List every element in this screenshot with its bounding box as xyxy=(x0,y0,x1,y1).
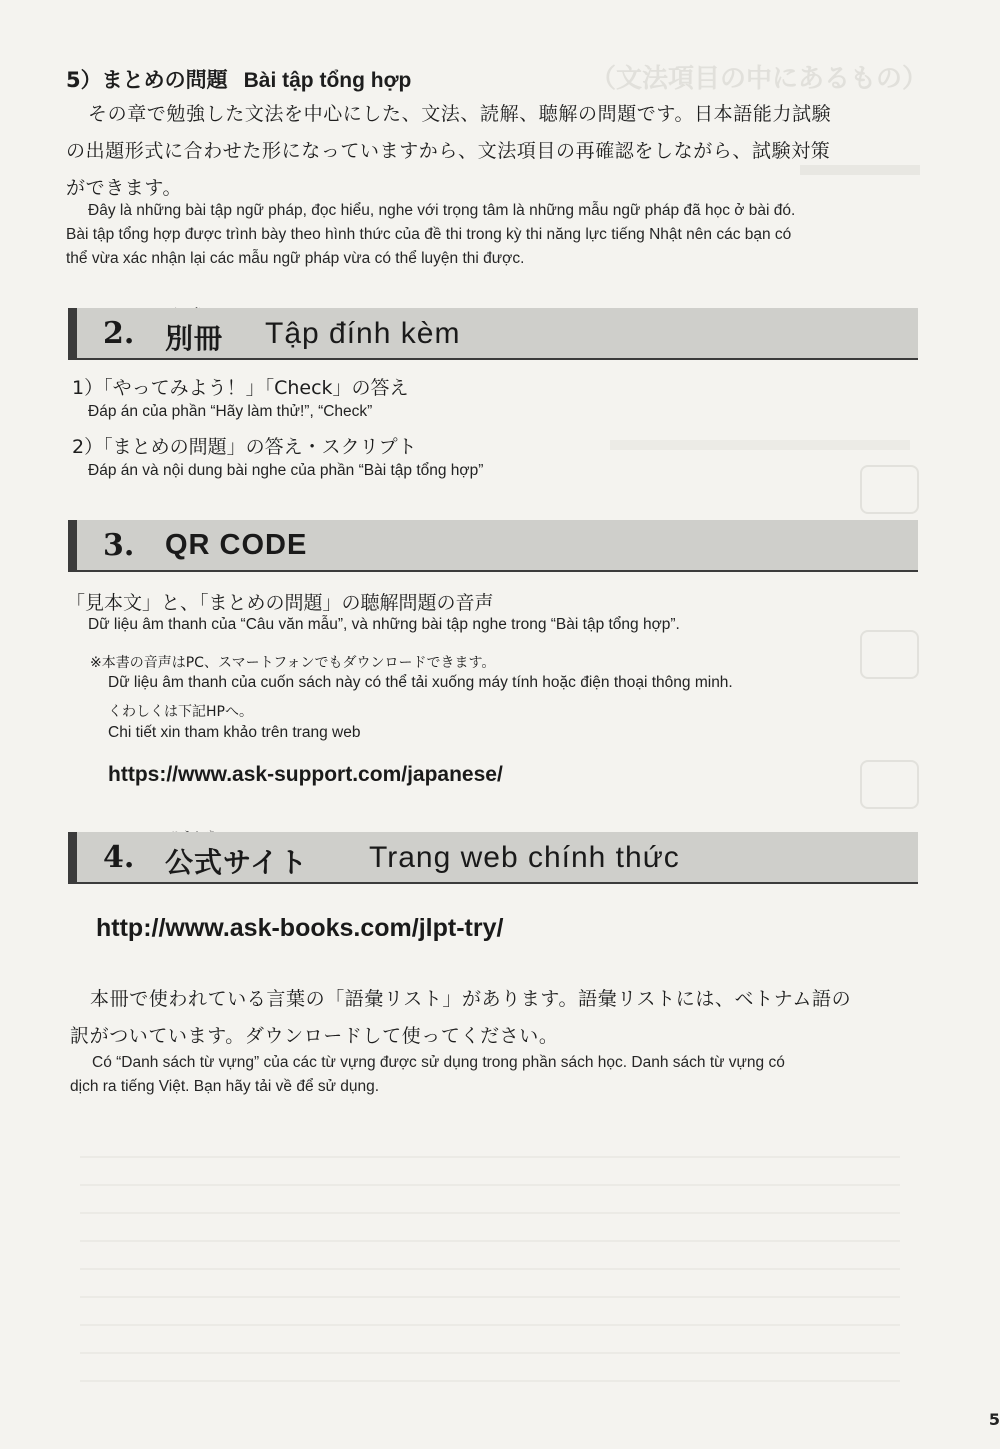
subsection-heading-vn: Bài tập tổng hợp xyxy=(243,69,412,92)
bleed-through-icon xyxy=(860,630,919,679)
official-site-url-link[interactable]: http://www.ask-books.com/jlpt-try/ xyxy=(96,914,504,942)
vn-line: Có “Danh sách từ vựng” của các từ vựng được sử dụng trong phần sách học. Danh sách từ vựng có xyxy=(92,1054,785,1071)
subsection-heading-jp: 5）まとめの問題 xyxy=(66,68,228,92)
list-item-jp: 1）「やってみよう！」「Check」の答え xyxy=(72,377,409,399)
note-jp: ※本書の音声はPC、スマートフォンでもダウンロードできます。 xyxy=(90,655,496,671)
section-title-jp: 別冊 xyxy=(165,322,224,355)
list-item-jp: 2）「まとめの問題」の答え・スクリプト xyxy=(72,436,417,458)
bleed-through-block xyxy=(610,440,910,450)
subsection-jp-paragraph xyxy=(66,96,831,207)
jp-line: の出題形式に合わせた形になっていますから、文法項目の再確認をしながら、試験対策 xyxy=(66,140,831,162)
vn-line: Bài tập tổng hợp được trình bày theo hình thức của đề thi trong kỳ thi năng lực tiếng Nhật nên các bạn có xyxy=(66,226,792,243)
section-number: 2. xyxy=(103,316,135,351)
bleed-through-icon xyxy=(860,760,919,809)
subsection-heading xyxy=(66,64,411,94)
qr-description-vn: Dữ liệu âm thanh của “Câu văn mẫu”, và những bài tập nghe trong “Bài tập tổng hợp”. xyxy=(88,616,680,633)
jp-line: 本冊で使われている言葉の「語彙リスト」があります。語彙リストには、ベトナム語の xyxy=(90,988,852,1010)
section-title-jp: 公式サイト xyxy=(165,846,309,879)
section-2-header xyxy=(68,308,918,360)
section-title: QR CODE xyxy=(165,529,308,561)
subsection-vn-paragraph xyxy=(66,199,795,271)
jp-line: ができます。 xyxy=(66,177,183,199)
vocab-jp-paragraph xyxy=(70,981,851,1055)
vn-line: thể vừa xác nhận lại các mẫu ngữ pháp vừa có thể luyện thi được. xyxy=(66,250,525,267)
list-item-vn: Đáp án của phần “Hãy làm thử!”, “Check” xyxy=(88,403,373,420)
section-4-header xyxy=(68,832,918,884)
qr-description-jp: 「見本文」と、「まとめの問題」の聴解問題の音声 xyxy=(66,592,494,614)
note-vn: Dữ liệu âm thanh của cuốn sách này có thể tải xuống máy tính hoặc điện thoại thông minh. xyxy=(108,674,733,691)
bleed-through-lines xyxy=(80,1130,900,1390)
list-item-vn: Đáp án và nội dung bài nghe của phần “Bài tập tổng hợp” xyxy=(88,462,484,479)
vn-line: dịch ra tiếng Việt. Bạn hãy tải về để sử dụng. xyxy=(70,1078,380,1095)
note-jp: くわしくは下記HPへ。 xyxy=(108,704,253,720)
vocab-vn-paragraph xyxy=(70,1051,785,1099)
jp-line: 訳がついています。ダウンロードして使ってください。 xyxy=(70,1025,559,1047)
bleed-through-text: （文法項目の中にあるもの） xyxy=(590,64,929,94)
jp-line: その章で勉強した文法を中心にした、文法、読解、聴解の問題です。日本語能力試験 xyxy=(88,103,832,125)
note-vn: Chi tiết xin tham khảo trên trang web xyxy=(108,724,361,741)
section-3-header xyxy=(68,520,918,572)
bleed-through-icon xyxy=(860,465,919,514)
section-title-vn: Trang web chính thức xyxy=(369,841,680,874)
page-number: 5 xyxy=(988,1410,1000,1429)
support-url-link[interactable]: https://www.ask-support.com/japanese/ xyxy=(108,763,503,786)
vn-line: Đây là những bài tập ngữ pháp, đọc hiểu, nghe với trọng tâm là những mẫu ngữ pháp đã học ở bài đó. xyxy=(88,202,796,219)
section-number: 4. xyxy=(103,840,135,875)
section-number: 3. xyxy=(103,528,135,563)
section-title-vn: Tập đính kèm xyxy=(265,317,461,350)
